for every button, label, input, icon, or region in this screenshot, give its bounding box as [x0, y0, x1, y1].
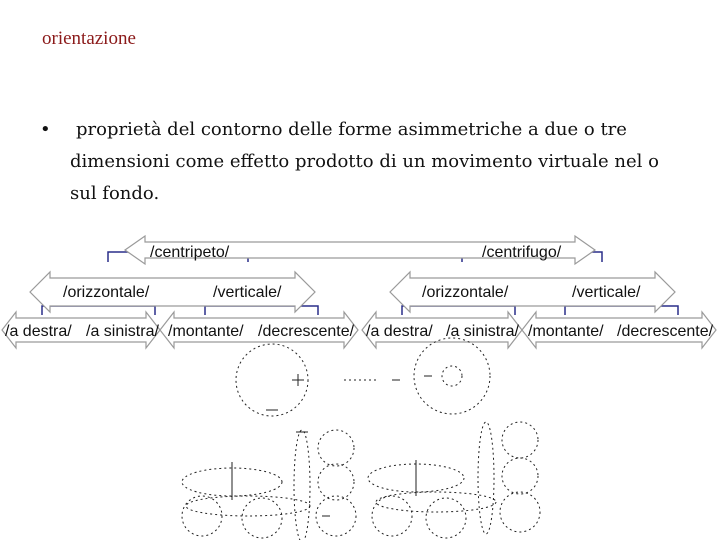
label-a-sinistra-2: /a sinistra/	[446, 323, 519, 340]
label-montante-1: /montante/	[168, 323, 244, 340]
label-centrifugo: /centrifugo/	[482, 244, 562, 261]
bullet-item	[40, 114, 680, 210]
slide-title: orientazione	[42, 28, 136, 49]
label-verticale-right: /verticale/	[572, 284, 641, 301]
label-decrescente-1: /decrescente/	[258, 323, 355, 340]
figure-circle-right	[414, 338, 490, 414]
bullet-icon: •	[40, 119, 51, 140]
label-centripeto: /centripeto/	[150, 244, 230, 261]
label-verticale-left: /verticale/	[213, 284, 282, 301]
figure-shapes-bottom-left	[182, 430, 356, 540]
figure-circle-left	[236, 344, 308, 416]
orientation-diagram	[0, 220, 720, 540]
label-orizzontale-right: /orizzontale/	[422, 284, 509, 301]
label-a-destra-1: /a destra/	[5, 323, 72, 340]
bullet-text: proprietà del contorno delle forme asimmetriche a due o tre dimensioni come effetto prodotto di un movimento virtuale nel o sul fondo.	[70, 119, 659, 204]
label-montante-2: /montante/	[528, 323, 604, 340]
figure-shapes-bottom-right	[368, 422, 540, 538]
label-a-sinistra-1: /a sinistra/	[86, 323, 159, 340]
label-decrescente-2: /decrescente/	[617, 323, 714, 340]
label-a-destra-2: /a destra/	[366, 323, 433, 340]
label-orizzontale-left: /orizzontale/	[63, 284, 150, 301]
